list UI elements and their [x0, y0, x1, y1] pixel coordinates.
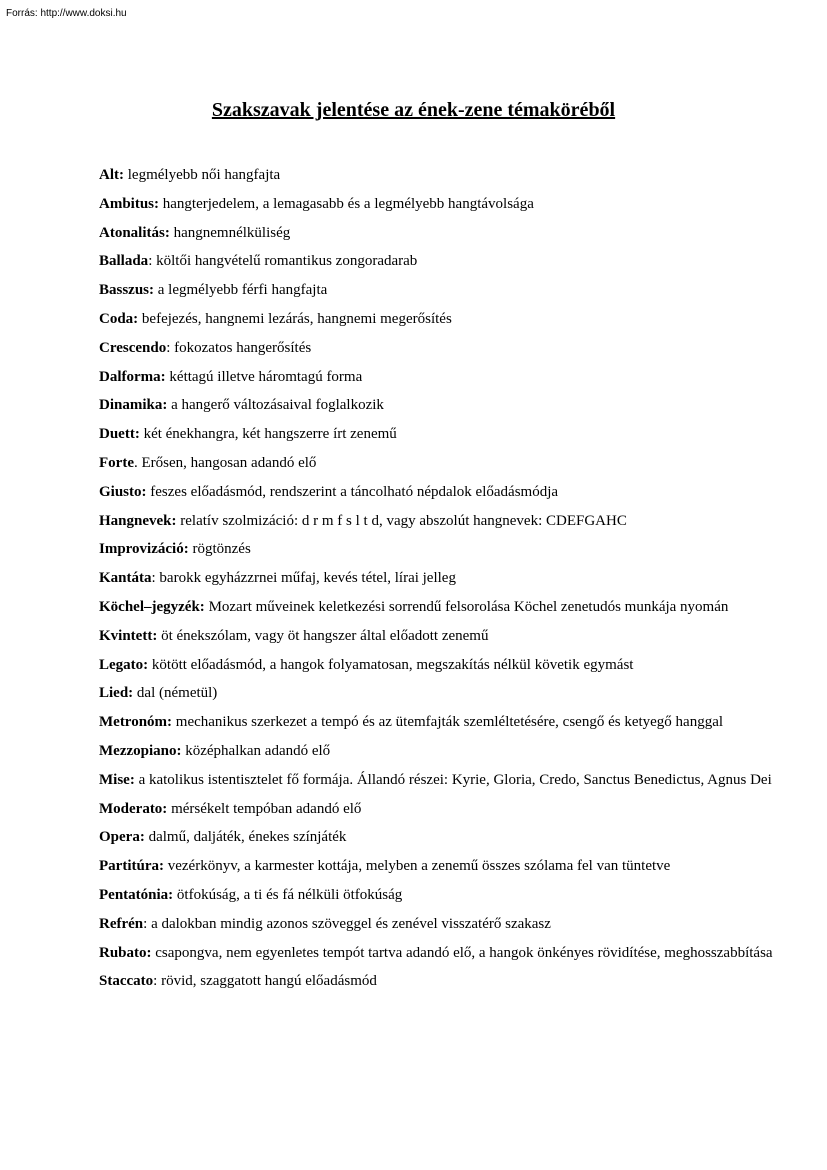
glossary-term: Staccato [99, 973, 154, 990]
glossary-entry [99, 679, 803, 708]
glossary-entry [99, 190, 803, 219]
glossary-definition: legmélyebb női hangfajta [124, 167, 281, 183]
glossary-entry [99, 651, 803, 680]
glossary-definition: rövid, szaggatott hangú előadásmód [157, 973, 377, 990]
glossary-term: Duett: [99, 426, 140, 443]
glossary-entry [99, 766, 803, 795]
glossary-entry [99, 823, 803, 852]
glossary-definition: hangterjedelem, a lemagasabb és a legmélyebb hangtávolsága [159, 195, 534, 212]
glossary-term: Giusto: [99, 483, 147, 500]
glossary-definition: a dalokban mindig azonos szöveggel és zenével visszatérő szakasz [147, 915, 551, 932]
glossary-definition: költői hangvételű romantikus zongoradarab [152, 253, 418, 270]
glossary-definition: a legmélyebb férfi hangfajta [154, 282, 328, 299]
glossary-term: Crescendo [99, 339, 167, 356]
glossary-definition: mérsékelt tempóban adandó elő [167, 800, 362, 817]
glossary-definition: relatív szolmizáció: d r m f s l t d, vagy abszolút hangnevek: CDEFGAHC [176, 512, 627, 529]
glossary-entry [99, 507, 803, 536]
glossary-separator: . [133, 454, 138, 471]
glossary-term: Dalforma: [99, 368, 166, 385]
glossary-term: Improvizáció: [99, 541, 189, 558]
glossary-entry [99, 276, 803, 305]
glossary-definition: rögtönzés [188, 541, 251, 558]
glossary-definition: a hangerő változásaival foglalkozik [167, 397, 384, 414]
glossary-entry [99, 247, 803, 276]
glossary-entry [99, 910, 803, 939]
glossary-entry [99, 708, 803, 737]
glossary-definition: dal (németül) [133, 685, 218, 702]
glossary-definition: fokozatos hangerősítés [170, 339, 312, 356]
glossary-term: Coda: [99, 310, 139, 327]
glossary-term: Hangnevek: [99, 512, 177, 529]
glossary-definition: két énekhangra, két hangszerre írt zenemű [139, 426, 397, 443]
glossary-definition: középhalkan adandó elő [181, 742, 331, 759]
glossary-term: Rubato: [99, 944, 152, 961]
glossary-definition: ötfokúság, a ti és fá nélküli ötfokúság [173, 886, 403, 903]
glossary-entry [99, 795, 803, 824]
glossary-separator: : [148, 253, 153, 270]
glossary-term: Alt: [99, 167, 124, 183]
glossary-entry [99, 449, 803, 478]
glossary-separator: : [166, 339, 171, 356]
glossary-term: Metronóm: [99, 714, 173, 731]
glossary-entry [99, 737, 803, 766]
glossary-list [99, 161, 803, 996]
glossary-definition: dalmű, daljáték, énekes színjáték [144, 829, 347, 846]
glossary-entry [99, 420, 803, 449]
glossary-entry [99, 305, 803, 334]
glossary-definition: mechanikus szerkezet a tempó és az ütemfajták szemléltetésére, csengő és ketyegő hanggal [172, 714, 724, 731]
glossary-separator: : [143, 915, 148, 932]
glossary-definition: csapongva, nem egyenletes tempót tartva adandó elő, a hangok önkényes rövidítése, meghosszabbítása [151, 944, 773, 961]
glossary-term: Köchel–jegyzék: [99, 598, 205, 615]
glossary-term: Ballada [99, 253, 149, 270]
glossary-entry [99, 161, 803, 190]
glossary-term: Refrén [99, 915, 144, 932]
glossary-term: Lied: [99, 685, 134, 702]
glossary-term: Dinamika: [99, 397, 168, 414]
glossary-definition: befejezés, hangnemi lezárás, hangnemi megerősítés [138, 310, 452, 327]
glossary-term: Mise: [99, 771, 135, 788]
glossary-entry [99, 219, 803, 248]
glossary-definition: öt énekszólam, vagy öt hangszer által előadott zenemű [157, 627, 489, 644]
glossary-definition: barokk egyházzrnei műfaj, kevés tétel, lírai jelleg [155, 570, 456, 587]
glossary-term: Opera: [99, 829, 145, 846]
page-title: Szakszavak jelentése az ének-zene témaköréből [211, 99, 616, 121]
glossary-entry [99, 622, 803, 651]
glossary-definition: kötött előadásmód, a hangok folyamatosan, megszakítás nélkül követik egymást [148, 656, 634, 673]
glossary-term: Pentatónia: [99, 886, 174, 903]
glossary-definition: feszes előadásmód, rendszerint a táncolható népdalok előadásmódja [146, 483, 559, 500]
glossary-separator: : [153, 973, 158, 990]
glossary-term: Basszus: [99, 282, 155, 299]
glossary-entry [99, 881, 803, 910]
glossary-entry [99, 535, 803, 564]
source-note: Forrás: http://www.doksi.hu [6, 8, 127, 19]
glossary-entry [99, 852, 803, 881]
glossary-term: Partitúra: [99, 858, 164, 875]
glossary-term: Mezzopiano: [99, 742, 182, 759]
glossary-entry [99, 391, 803, 420]
glossary-term: Moderato: [99, 800, 168, 817]
glossary-term: Forte [99, 454, 134, 471]
glossary-term: Legato: [99, 656, 149, 673]
glossary-term: Kantáta [99, 570, 152, 587]
glossary-term: Kvintett: [99, 627, 158, 644]
glossary-entry [99, 593, 803, 622]
glossary-term: Atonalitás: [99, 224, 170, 241]
glossary-entry [99, 967, 803, 996]
glossary-separator: : [151, 570, 156, 587]
glossary-definition: kéttagú illetve háromtagú forma [165, 368, 363, 385]
glossary-entry [99, 939, 803, 968]
glossary-definition: Erősen, hangosan adandó elő [137, 454, 317, 471]
glossary-definition: vezérkönyv, a karmester kottája, melyben a zenemű összes szólama fel van tüntetve [163, 858, 671, 875]
glossary-entry [99, 363, 803, 392]
glossary-entry [99, 564, 803, 593]
glossary-definition: Mozart műveinek keletkezési sorrendű felsorolása Köchel zenetudós munkája nyomán [204, 598, 729, 615]
glossary-definition: a katolikus istentisztelet fő formája. Állandó részei: Kyrie, Gloria, Credo, Sanctus Benedictus, Agnus Dei [134, 771, 772, 788]
glossary-entry [99, 478, 803, 507]
glossary-definition: hangnemnélküliség [169, 224, 291, 241]
glossary-entry [99, 334, 803, 363]
glossary-term: Ambitus: [99, 195, 160, 212]
